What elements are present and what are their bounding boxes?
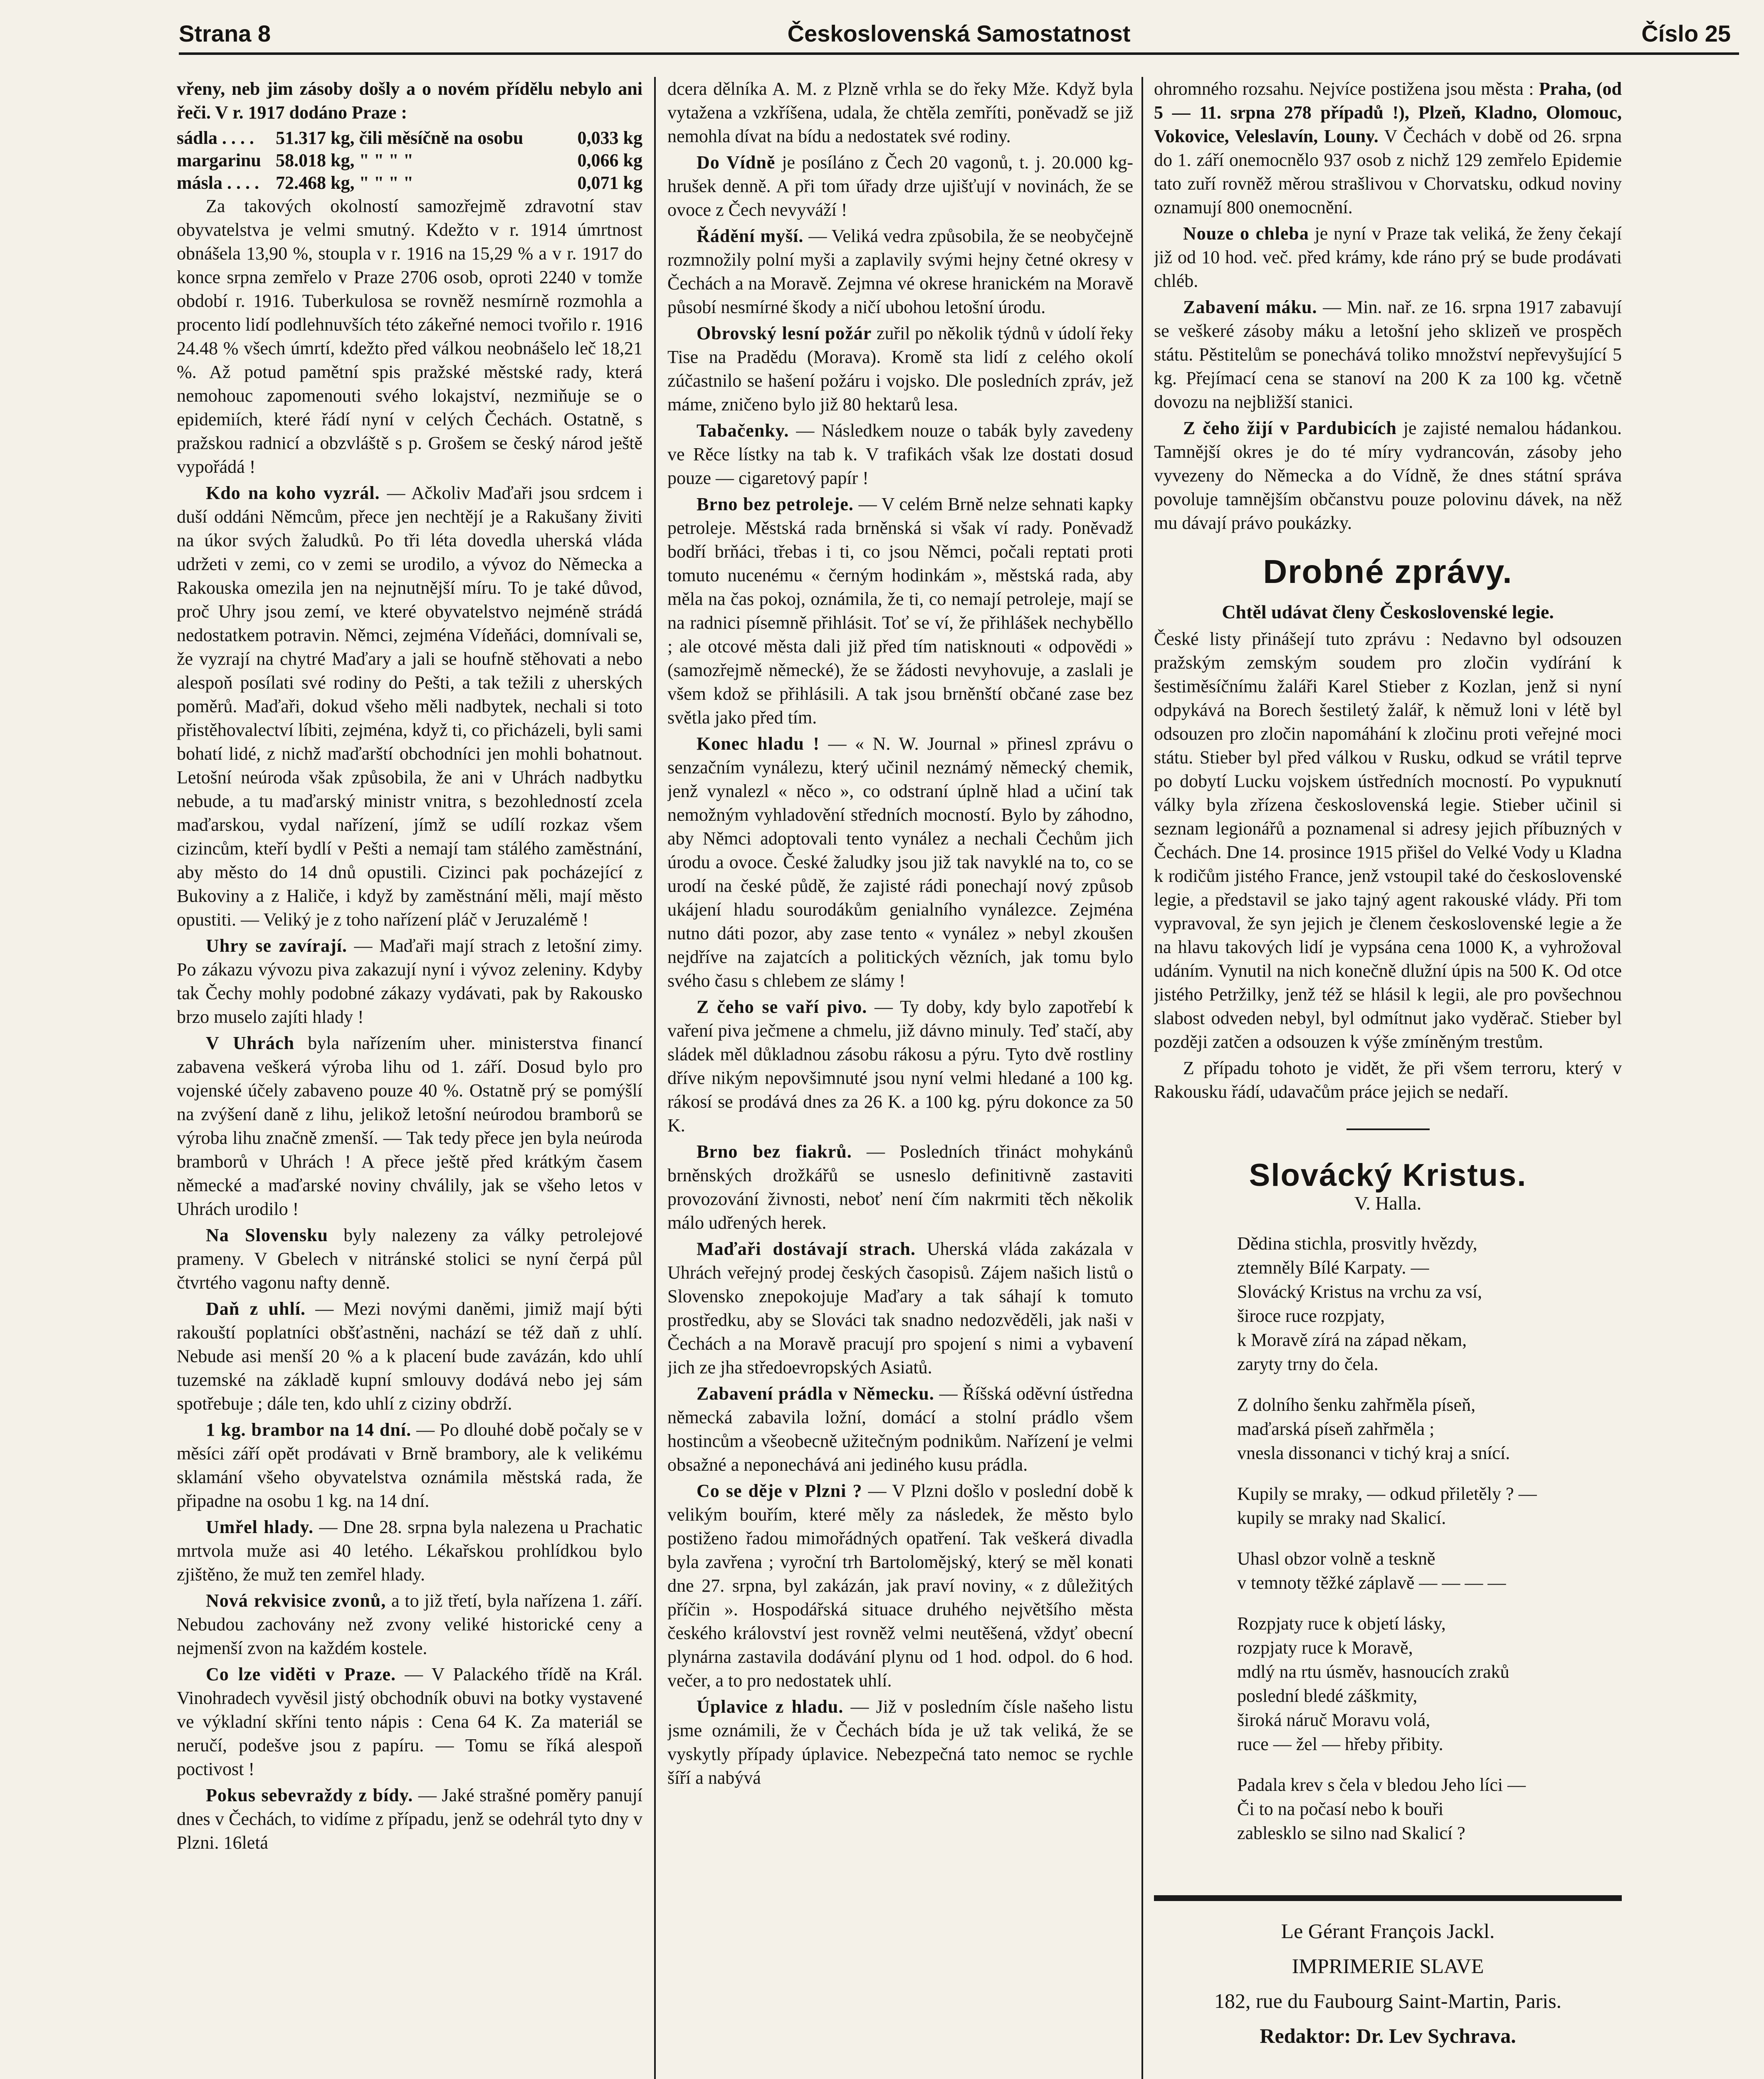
printer-address: 182, rue du Faubourg Saint-Martin, Paris.: [1214, 1989, 1562, 2012]
column-divider: [1141, 77, 1143, 2079]
article-headline: Zabavení prádla v Německu.: [697, 1383, 934, 1404]
article-headline: Brno bez fiakrů.: [697, 1141, 852, 1162]
article-headline: Zabavení máku.: [1183, 297, 1317, 317]
article-text: České listy přinášejí tuto zprávu : Nedavno byl odsouzen pražským zemským soudem pro zločin vydírání k šestiměsíčnímu žaláři Karel Stieber z Kozlan, jenž si nyní odpykává na Borech šestiletý žalář, k němuž loni v létě byl odsouzen pro zločin napomáhání k zločinu proti veřejné moci státu. Stieber byl před válkou v Rusku, odkud se vrátil teprve po dobytí Lucku vojskem ústředních mocností. Po vypuknutí války byla zřízena československá legie. Stieber učinil si seznam legionářů a poznamenal si adresy jejich příbuzných v Čechách. Dne 14. prosince 1915 přišel do Velké Vody u Kladna k rodičům jistého France, jenž vstoupil také do československé legie, a představil se jako tajný agent rakouské vlády. Při tom vypravoval, že syn jejich je členem československé legie a že na hlavu takových lidí je vypsána cena 1000 K, a vyhrožoval udáním. Vynutil na nich konečně dlužní úpis na 500 K. Od otce jistého Petržilky, jenž též se hlásil k legii, ale pro povšechnou slabost odveden nebyl, byl odmítnut jako vyděrač. Stieber byl později zatčen a odsouzen k výše zmíněným trestům.: [1154, 629, 1622, 1052]
article: Řádění myší. — Veliká vedra způsobila, že se neobyčejně rozmnožily polní myši a zaplavily svými hejny četné okresy v Čechách a na Moravě. Zejmna vé okrese hranickém na Moravě působí nesmírné škody a ničí ubohou letošní úrodu.: [667, 226, 1133, 317]
article: Daň z uhlí. — Mezi novými daněmi, jimiž mají býti rakouští poplatníci obšťastněni, nachází se též daň z uhlí. Nebude asi menší 20 % a k placení bude zavázán, kdo uhlí tuzemské na základě kupní smlouvy dodává nebo jej sám spotřebuje ; dále ten, kdo uhlí z ciziny obdrží.: [177, 1299, 642, 1414]
article: Pokus sebevraždy z bídy. — Jaké strašné poměry panují dnes v Čechách, to vidíme z případu, jenž se odehrál tyto dny v Plzni. 16letá: [177, 1785, 642, 1853]
article-headline: Úplavice z hladu.: [697, 1696, 844, 1717]
stanza: [1237, 1393, 1622, 1465]
page-header: [179, 15, 1739, 55]
poem-line: zaryty trny do čela.: [1237, 1354, 1379, 1374]
article-headline: Umřel hlady.: [206, 1517, 314, 1537]
article-headline: Uhry se zavírají.: [206, 936, 347, 956]
poem-line: široce ruce rozpjaty,: [1237, 1306, 1385, 1326]
poem-line: poslední bledé záškmity,: [1237, 1686, 1418, 1706]
poem-line: maďarská píseň zahřměla ;: [1237, 1419, 1435, 1439]
article-headline: Nová rekvisice zvonů,: [206, 1590, 386, 1611]
article-headline: Kdo na koho vyzrál.: [206, 483, 380, 503]
poem-line: Kupily se mraky, — odkud přiletěly ? —: [1237, 1484, 1537, 1504]
column-divider: [654, 77, 656, 2079]
article-text: Za takových okolností samozřejmě zdravotní stav obyvatelstva je velmi smutný. Kdežto v r. 1914 úmrtnost obnášela 13,90 %, stoupla v r. 1916 na 15,29 % a v r. 1917 do konce srpna zemřelo v Praze 2706 osob, oproti 2240 v tomže období r. 1916. Tuberkulosa se rovněž nesmírně rozmohla a procento lidí podlehnuvších této zákeřné nemoci tvořilo r. 1916 24.48 % všech úmrtí, kdežto před válkou neobnášelo leč 18,21 %. Až potud pamětní spis pražské městské rady, která nemohouc zapomenouti svého lokajství, nezmiňuje se o epidemiích, které řádí nyní v celých Čechách. Ostatně, s pražskou radnicí a obzvláště s p. Grošem se český národ ještě vypořádá !: [177, 196, 642, 477]
article-text: ohromného rozsahu. Nejvíce postižena jsou města : Praha, (od 5 — 11. srpna 278 případů !), Plzeň, Kladno, Olomouc, Vokovice, Veleslavín, Louny. V Čechách v době od 26. srpna do 1. září onemocnělo 937 osob z nichž 129 zemřelo Epidemie tato zuří rovněž měrou strašlivou v Chorvatsku, odkud noviny oznamují 800 onemocnění.: [1154, 79, 1622, 217]
stanza: [1237, 1773, 1622, 1845]
article: Umřel hlady. — Dne 28. srpna byla nalezena u Prachatic mrtvola muže asi 40 letého. Lékařskou prohlídkou bylo zjištěno, že muž ten zemřel hlady.: [177, 1517, 642, 1585]
article-headline: Daň z uhlí.: [206, 1299, 306, 1319]
article-headline: Z čeho žijí v Pardubicích: [1183, 418, 1397, 438]
article-headline: Obrovský lesní požár: [697, 323, 872, 343]
poem-line: vnesla dissonanci v tichý kraj a snící.: [1237, 1443, 1510, 1463]
article: Na Slovensku byly nalezeny za války petrolejové prameny. V Gbelech v nitránské stolici se nyní čerpá půl čtvrtého vagonu nafty denně.: [177, 1225, 642, 1293]
article-headline: Tabačenky.: [697, 420, 789, 441]
ration-row: sádla . . . . 51.317 kg, čili měsíčně na osobu 0,033 kg: [177, 128, 642, 148]
poem: [1237, 1232, 1622, 1845]
article: Do Vídně je posíláno z Čech 20 vagonů, t. j. 20.000 kg-hrušek denně. A při tom úřady drze ujišťují v novinách, že se ovoce z Čech nevyváží !: [667, 152, 1133, 220]
article-headline: Do Vídně: [697, 152, 776, 173]
article: Brno bez petroleje. — V celém Brně nelze sehnati kapky petroleje. Městská rada brněnská si však ví rady. Poněvadž bodří brňáci, třebas i ti, co jsou Němci, počali reptati proti tomuto nucenému « černým hodinkám », městská rada, aby měla na čas pokoj, oznámila, že ti, co nemají petroleje, mají se na radnici písemně přihlásit. Toť se ví, že přihlášek nechyběllo ; ale otcové města dali již před tím natisknouti « odpovědi » (samozřejmě německé), že se žádosti nevyhovuje, a zaslali je všem kdož se přihlásili. A tak jsou brněnští občané zase bez světla jako před tím.: [667, 494, 1133, 728]
article: Z čeho se vaří pivo. — Ty doby, kdy bylo zapotřebí k vaření piva ječmene a chmelu, již dávno minuly. Teď stačí, aby sládek měl důkladnou zásobu rákosu a pýru. Tyto dvě rostliny dříve nikým nepovšimnuté jsou nyní velmi hledané a 100 kg. rákosí se prodává dnes za 26 K. a 100 kg. pýru dokonce za 50 K.: [667, 997, 1133, 1136]
page-number: Strana 8: [179, 20, 271, 47]
gerant: Le Gérant François Jackl.: [1281, 1919, 1495, 1943]
article: Maďaři dostávají strach. Uherská vláda zakázala v Uhrách veřejný prodej českých časopisů. Zájem našich listů o Slovensko znepokojuje Maďary a tak sáhají k tomuto prostředku, aby se Slováci tak snadno nedozvěděli, jak naši v Čechách a na Moravě pracují pro spojení s nimi a vybavení jich ze jha středoevropských Asiatů.: [667, 1239, 1133, 1378]
poem-line: Uhasl obzor volně a teskně: [1237, 1548, 1435, 1569]
article-headline: Co se děje v Plzni ?: [697, 1481, 862, 1501]
poem-line: Rozpjaty ruce k objetí lásky,: [1237, 1613, 1446, 1634]
article-text: dcera dělníka A. M. z Plzně vrhla se do řeky Mže. Když byla vytažena a vzkříšena, udala, že chtěla zemříti, poněvadž se již nemohla dívat na bídu a nedostatek své rodiny.: [667, 79, 1133, 146]
column-1: [177, 77, 642, 2079]
columns: [177, 77, 1622, 2079]
imprint: [1154, 1914, 1622, 2053]
printer: IMPRIMERIE SLAVE: [1292, 1954, 1484, 1978]
article: Konec hladu ! — « N. W. Journal » přinesl zprávu o senzačním vynálezu, který učinil neznámý německý chemik, jenž vynalezl « něco », co odstraní úplně hlad a učiní tak nemožným vyhladovění středních mocností. Bylo by záhodno, aby Němci adoptovali tento vynález a nechali Čechům jich úrodu a ovoce. České žaludky jsou již tak navyklé na to, co se urodí na české půdě, že zajisté rádi ponechají nový způsob ukájení hladu sourodákům genialního vynálezce. Zejména nutno dáti pozor, aby zase tento « vynález » nebyl zkoušen nejdříve na zajatcích a politických vězních, jak tomu bylo svého času s chlebem ze slámy !: [667, 733, 1133, 991]
poem-line: Slovácký Kristus na vrchu za vsí,: [1237, 1281, 1482, 1302]
newspaper-title: Československá Samostatnost: [787, 20, 1131, 47]
article: V Uhrách byla nařízením uher. ministerstva financí zabavena veškerá výroba lihu od 1. září. Dosud bylo pro vojenské účely zabaveno pouze 40 %. Ostatně prý se pomýšlí na zvýšení daně z lihu, jelikož letošní neúrodou bramborů se výroba lihu značně zmenší. — Tak tedy přece jen byla neúroda bramborů v Uhrách ! A přece ještě před krátkým časem německé a maďarské noviny chválily, jak se všeho letos v Uhrách urodilo !: [177, 1033, 642, 1219]
poem-line: ruce — žel — hřeby přibity.: [1237, 1734, 1443, 1754]
article: Kdo na koho vyzrál. — Ačkoliv Maďaři jsou srdcem i duší oddáni Němcům, přece jen nechtějí je a Rakušany živiti na úkor svých žaludků. Po tři léta dovedla uherská vláda udržeti v zemi, co v zemi se urodilo, a vývoz do Německa a Rakouska omezila jen na nejnutnější míru. To je také důvod, proč Uhry jsou zemí, ve které obyvatelstvo nejméně strádá nedostatkem potravin. Němci, zejména Vídeňáci, domnívali se, že vyzrají na chytré Maďary a jali se houfně stěhovati a nebo alespoň posílati své rodiny do Pešti, a tak težili z uherských poměrů. Maďaři, dokud všeho měli nadbytek, nechali si toto přistěhovalectví líbiti, zejména, když ti, co přicházeli, byli sami bohatí lidé, z nichž maďarští obchodníci jen mohli bohatnout. Letošní neúroda však způsobila, že ani v Uhrách nadbytku nebude, a tu maďarský ministr vnitra, s bezohledností zcela maďarskou, vydal nařízení, jímž se udílí rozkaz všem cizincům, kteří bydlí v Pešti a nemají tam stálého zaměstnání, aby město do 14 dnů opustili. Cizinci pak pocházející z Bukoviny a z Haliče, i když by zaměstnání měli, mají město opustiti. — Veliký je z toho nařízení pláč v Jeruzalémě !: [177, 483, 642, 930]
article: Nová rekvisice zvonů, a to již třetí, byla nařízena 1. září. Nebudou zachovány než zvony veliké historické ceny a nejmenší zvon na každém kostele.: [177, 1590, 642, 1658]
article: Nouze o chleba je nyní v Praze tak veliká, že ženy čekají již od 10 hod. več. před krámy, kde ráno prý se bude prodávati chléb.: [1154, 223, 1622, 291]
stanza: [1237, 1482, 1622, 1530]
article-text: vřeny, neb jim zásoby došly a o novém přídělu nebylo ani řeči. V r. 1917 dodáno Praze :: [177, 79, 642, 123]
article-headline: Na Slovensku: [206, 1225, 328, 1245]
editor: Redaktor: Dr. Lev Sychrava.: [1260, 2024, 1516, 2047]
article: Úplavice z hladu. — Již v posledním čísle našeho listu jsme oznámili, že v Čechách bída je už tak veliká, že se vyskytly případy úplavice. Nebezpečná tato nemoc se rychle šíří a nabývá: [667, 1696, 1133, 1788]
article-headline: Z čeho se vaří pivo.: [697, 997, 867, 1017]
article-text: Z případu tohoto je vidět, že při všem terroru, který v Rakousku řádí, udavačům práce jejich se nedaří.: [1154, 1058, 1622, 1102]
poem-line: kupily se mraky nad Skalicí.: [1237, 1508, 1446, 1528]
article: Obrovský lesní požár zuřil po několik týdnů v údolí řeky Tise na Pradědu (Morava). Kromě sta lidí z celého okolí zúčastnilo se hašení požáru i vojsko. Dle posledních zpráv, jež máme, zničeno bylo již 80 hektarů lesa.: [667, 323, 1133, 415]
section-title: Drobné zprávy.: [1263, 553, 1513, 590]
column-3: [1154, 77, 1622, 2079]
ration-table: [177, 127, 642, 194]
column-2: [667, 77, 1133, 2079]
poem-line: rozpjaty ruce k Moravě,: [1237, 1637, 1413, 1658]
article: 1 kg. brambor na 14 dní. — Po dlouhé době počaly se v měsíci září opět prodávati v Brně brambory, ale k velikému sklamání všeho obyvatelstva oznámila městská rada, že připadne na osobu 1 kg. na 14 dní.: [177, 1420, 642, 1511]
poem-line: ztemněly Bílé Karpaty. —: [1237, 1257, 1429, 1278]
poem-line: Či to na počasí nebo k bouři: [1237, 1799, 1444, 1819]
poem-line: Dědina stichla, prosvitly hvězdy,: [1237, 1233, 1477, 1254]
poem-line: mdlý na rtu úsměv, hasnoucích zraků: [1237, 1662, 1510, 1682]
article: Zabavení máku. — Min. nař. ze 16. srpna 1917 zabavují se veškeré zásoby máku a letošní jeho sklizeň ve prospěch státu. Pěstitelům se ponechává toliko množství nepřevyšující 5 kg. Přejímací cena se stanoví na 200 K za 100 kg. včetně dovozu na nejbližší stanici.: [1154, 297, 1622, 412]
stanza: [1237, 1232, 1622, 1376]
poem-line: zablesklo se silno nad Skalicí ?: [1237, 1823, 1465, 1843]
article: Uhry se zavírají. — Maďaři mají strach z letošní zimy. Po zákazu vývozu piva zakazují nyní i vývoz zeleniny. Kdyby tak Čechy mohly podobné zákazy vydávati, pak by Rakousko brzo muselo zajíti hlady !: [177, 936, 642, 1027]
article-headline: Co lze viděti v Praze.: [206, 1664, 396, 1684]
stanza: [1237, 1547, 1622, 1595]
article-headline: Konec hladu !: [697, 733, 820, 754]
divider: [1346, 1128, 1430, 1130]
poem-author: V. Halla.: [1354, 1193, 1422, 1214]
article: Brno bez fiakrů. — Posledních třináct mohykánů brněnských drožkářů se usneslo definitivně zastaviti provozování živnosti, neboť není čím nakrmiti těch několik málo udřených herek.: [667, 1141, 1133, 1233]
poem-line: k Moravě zírá na západ někam,: [1237, 1330, 1467, 1350]
poem-line: Z dolního šenku zahřměla píseň,: [1237, 1395, 1476, 1415]
article-headline: Řádění myší.: [697, 226, 804, 246]
article-headline: Nouze o chleba: [1183, 223, 1309, 244]
stanza: [1237, 1612, 1622, 1756]
article-headline: Maďaři dostávají strach.: [697, 1239, 916, 1259]
issue-number: Číslo 25: [1641, 20, 1731, 47]
article: Co lze viděti v Praze. — V Palackého třídě na Král. Vinohradech vyvěsil jistý obchodník obuvi na botky vystavené ve výkladní skříni tento nápis : Cena 64 K. Za materiál se neručí, podešve jsou z papíru. — Tomu se říká alespoň poctivost !: [177, 1664, 642, 1779]
poem-line: Padala krev s čela v bledou Jeho líci —: [1237, 1775, 1526, 1795]
article-headline: Brno bez petroleje.: [697, 494, 854, 514]
article: Co se děje v Plzni ? — V Plzni došlo v poslední době k velikým bouřím, které měly za následek, že město bylo postiženo řadou mimořádných opatření. Tak veškerá divadla byla zavřena ; vyroční trh Bartolomějský, který se měl konati dne 27. srpna, byl zakázán, jak praví noviny, « z důležitých příčin ». Hospodářská situace druhého největšího města českého království jest rovněž velmi neutěšená, vždyť obecní plynárna zastavila dodávání plynu od 1 hod. odpol. do 6 hod. večer, a to pro nedostatek uhlí.: [667, 1481, 1133, 1691]
article: Zabavení prádla v Německu. — Říšská oděvní ústředna německá zabavila ložní, domácí a stolní prádlo všem hostincům a všeobecně užitečným podnikům. Nařízení je velmi obsažné a neponechává ani jediného kusu prádla.: [667, 1383, 1133, 1475]
poem-title: Slovácký Kristus.: [1249, 1158, 1527, 1193]
article-headline: V Uhrách: [206, 1033, 295, 1053]
article: Z čeho žijí v Pardubicích je zajisté nemalou hádankou. Tamnější okres je do té míry vydrancován, zásoby jeho vyvezeny do Německa a do Vídně, že dnes státní správa povoluje tamnějším občanstvu pouze polovinu dávek, na něž mu dávají právo poukázky.: [1154, 418, 1622, 533]
ration-row: margarinu 58.018 kg, " " " " 0,066 kg: [177, 150, 642, 170]
imprint-divider: [1154, 1895, 1622, 1901]
article-headline: Pokus sebevraždy z bídy.: [206, 1785, 413, 1805]
article: Tabačenky. — Následkem nouze o tabák byly zavedeny ve Rěce lístky na tab k. V trafikách však lze dostati dosud pouze — cigaretový papír !: [667, 420, 1133, 488]
poem-line: v temnoty těžké záplavě — — — —: [1237, 1573, 1506, 1593]
article-headline: 1 kg. brambor na 14 dní.: [206, 1420, 412, 1440]
ration-row: másla . . . . 72.468 kg, " " " " 0,071 kg: [177, 173, 642, 193]
article-headline: Chtěl udávat členy Československé legie.: [1222, 601, 1554, 622]
poem-line: široká náruč Moravu volá,: [1237, 1710, 1430, 1730]
